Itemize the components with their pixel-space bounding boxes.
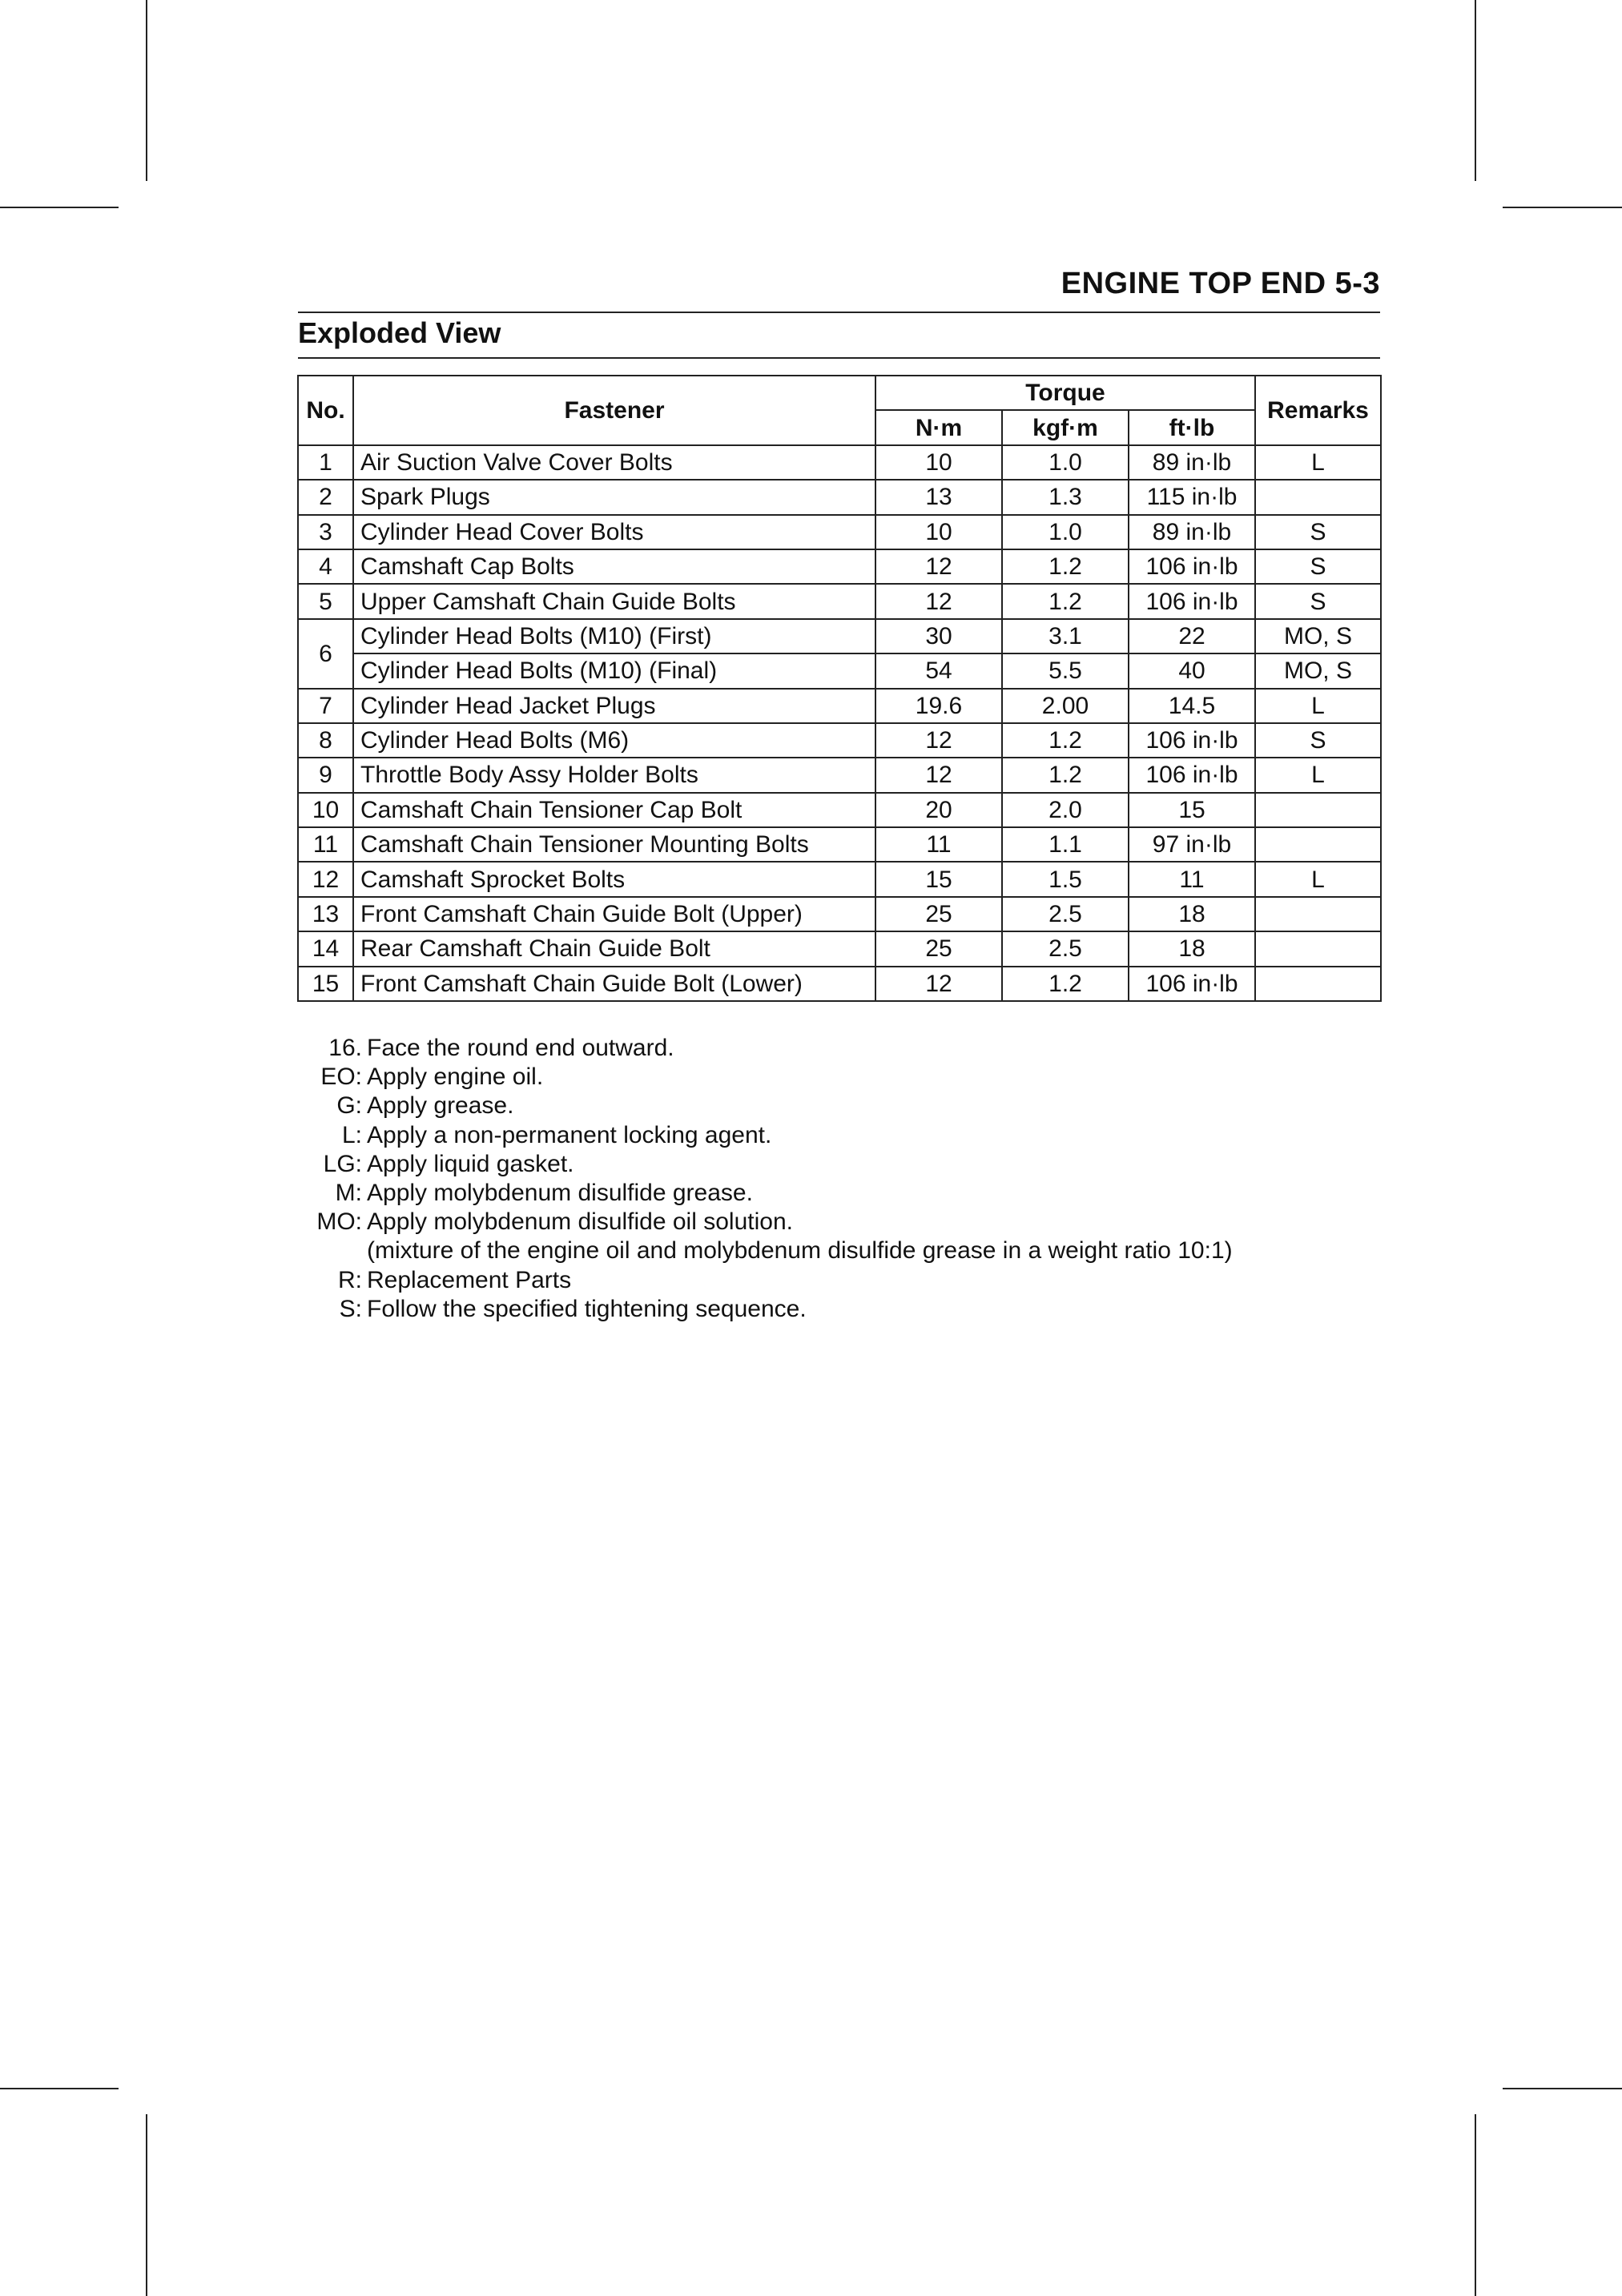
note-text: Apply a non-permanent locking agent. [367,1121,772,1148]
note-text: Apply molybdenum disulfide oil solution. [367,1208,793,1236]
cell-remarks: L [1255,862,1381,896]
cell-fastener: Cylinder Head Cover Bolts [353,515,875,549]
section-title: Exploded View [298,316,501,349]
note-key: MO: [316,1208,362,1236]
note-key: S: [339,1295,362,1322]
cell-ftlb: 14.5 [1129,689,1255,723]
cell-remarks [1255,967,1381,1001]
table-row [298,480,1381,514]
cell-ftlb: 106 in·lb [1129,549,1255,584]
note-text: Apply liquid gasket. [367,1150,574,1177]
table-row [298,445,1381,480]
cell-no: 15 [298,967,353,1001]
note-key: R: [338,1266,362,1293]
cell-nm: 12 [875,758,1002,792]
cell-fastener: Upper Camshaft Chain Guide Bolts [353,584,875,618]
note-text: Apply engine oil. [367,1064,544,1091]
cell-ftlb: 18 [1129,931,1255,966]
cell-nm: 54 [875,653,1002,688]
table-row [298,931,1381,966]
cell-kgfm: 5.5 [1002,653,1129,688]
cell-fastener: Cylinder Head Bolts (M10) (Final) [353,653,875,688]
cell-fastener: Cylinder Head Bolts (M6) [353,723,875,758]
cell-remarks: MO, S [1255,619,1381,653]
cell-fastener: Front Camshaft Chain Guide Bolt (Upper) [353,897,875,931]
table-row [298,584,1381,618]
cell-ftlb: 15 [1129,793,1255,827]
cell-remarks [1255,480,1381,514]
cell-remarks [1255,931,1381,966]
cell-nm: 25 [875,931,1002,966]
cell-fastener: Throttle Body Assy Holder Bolts [353,758,875,792]
note-text: Replacement Parts [367,1266,572,1293]
page-header-title: ENGINE TOP END 5-3 [1061,267,1380,300]
cell-remarks: L [1255,758,1381,792]
crop-mark-top-right-vertical [1475,0,1476,181]
cell-ftlb: 11 [1129,862,1255,896]
table-row [298,619,1381,653]
cell-fastener: Camshaft Cap Bolts [353,549,875,584]
note-item [298,1208,1233,1236]
header-nm: N·m [875,410,1002,444]
cell-fastener: Camshaft Chain Tensioner Mounting Bolts [353,827,875,862]
cell-kgfm: 1.1 [1002,827,1129,862]
cell-nm: 11 [875,827,1002,862]
table-row [298,862,1381,896]
note-item [298,1295,1233,1324]
note-text: Apply grease. [367,1092,514,1120]
cell-nm: 30 [875,619,1002,653]
cell-fastener: Front Camshaft Chain Guide Bolt (Lower) [353,967,875,1001]
note-item [298,1150,1233,1179]
notes-legend [298,1034,1233,1324]
cell-no: 1 [298,445,353,480]
cell-nm: 20 [875,793,1002,827]
cell-fastener: Air Suction Valve Cover Bolts [353,445,875,480]
crop-mark-bottom-right-horizontal [1503,2088,1622,2089]
cell-ftlb: 106 in·lb [1129,584,1255,618]
cell-no: 13 [298,897,353,931]
section-rule [298,357,1380,359]
table-row [298,549,1381,584]
cell-ftlb: 115 in·lb [1129,480,1255,514]
cell-remarks: S [1255,549,1381,584]
cell-no: 2 [298,480,353,514]
torque-table [297,375,1382,1002]
cell-remarks: L [1255,445,1381,480]
note-text: Apply molybdenum disulfide grease. [367,1180,753,1207]
cell-kgfm: 3.1 [1002,619,1129,653]
cell-no: 4 [298,549,353,584]
header-torque: Torque [875,376,1255,410]
note-item [298,1034,1233,1063]
cell-ftlb: 106 in·lb [1129,758,1255,792]
cell-nm: 10 [875,445,1002,480]
note-item [298,1179,1233,1208]
cell-kgfm: 1.2 [1002,549,1129,584]
note-key: M: [335,1180,362,1207]
header-ftlb: ft·lb [1129,410,1255,444]
note-key: EO: [320,1064,362,1091]
table-row [298,967,1381,1001]
cell-nm: 13 [875,480,1002,514]
cell-no: 10 [298,793,353,827]
crop-mark-top-left-vertical [146,0,147,181]
cell-no: 9 [298,758,353,792]
cell-kgfm: 1.2 [1002,723,1129,758]
cell-fastener: Cylinder Head Bolts (M10) (First) [353,619,875,653]
cell-no: 6 [298,619,353,689]
cell-fastener: Spark Plugs [353,480,875,514]
note-key: LG: [323,1150,362,1177]
table-row [298,723,1381,758]
cell-ftlb: 40 [1129,653,1255,688]
note-item [298,1121,1233,1150]
cell-ftlb: 18 [1129,897,1255,931]
cell-remarks [1255,897,1381,931]
table-row [298,897,1381,931]
cell-no: 14 [298,931,353,966]
cell-kgfm: 2.5 [1002,897,1129,931]
cell-fastener: Camshaft Chain Tensioner Cap Bolt [353,793,875,827]
note-text: (mixture of the engine oil and molybdenum disulfide grease in a weight ratio 10:1) [367,1237,1233,1265]
cell-no: 11 [298,827,353,862]
cell-nm: 12 [875,549,1002,584]
table-row [298,689,1381,723]
note-item [298,1092,1233,1120]
header-remarks: Remarks [1255,376,1381,445]
cell-no: 8 [298,723,353,758]
cell-nm: 25 [875,897,1002,931]
note-key: G: [336,1092,362,1120]
cell-fastener: Camshaft Sprocket Bolts [353,862,875,896]
cell-kgfm: 2.5 [1002,931,1129,966]
note-text: Follow the specified tightening sequence. [367,1295,807,1322]
cell-kgfm: 1.0 [1002,515,1129,549]
cell-nm: 12 [875,723,1002,758]
crop-mark-top-right-horizontal [1503,207,1622,208]
cell-ftlb: 89 in·lb [1129,515,1255,549]
cell-remarks: S [1255,723,1381,758]
note-text: Face the round end outward. [367,1035,674,1061]
header-fastener: Fastener [353,376,875,445]
header-rule [298,312,1380,313]
crop-mark-bottom-left-horizontal [0,2088,119,2089]
cell-remarks: S [1255,584,1381,618]
note-item [298,1236,1233,1265]
cell-nm: 12 [875,584,1002,618]
cell-kgfm: 1.5 [1002,862,1129,896]
cell-ftlb: 89 in·lb [1129,445,1255,480]
crop-mark-bottom-right-vertical [1475,2114,1476,2296]
table-row [298,653,1381,688]
cell-no: 7 [298,689,353,723]
cell-remarks: S [1255,515,1381,549]
cell-no: 3 [298,515,353,549]
cell-nm: 10 [875,515,1002,549]
header-no: No. [298,376,353,445]
cell-no: 5 [298,584,353,618]
cell-kgfm: 1.0 [1002,445,1129,480]
table-row [298,758,1381,792]
crop-mark-top-left-horizontal [0,207,119,208]
cell-kgfm: 1.2 [1002,967,1129,1001]
cell-kgfm: 2.00 [1002,689,1129,723]
cell-remarks [1255,793,1381,827]
table-row [298,793,1381,827]
note-item [298,1063,1233,1092]
cell-ftlb: 106 in·lb [1129,967,1255,1001]
cell-kgfm: 1.3 [1002,480,1129,514]
table-row [298,827,1381,862]
crop-mark-bottom-left-vertical [146,2114,147,2296]
note-key: 16. [328,1035,362,1061]
cell-kgfm: 2.0 [1002,793,1129,827]
cell-nm: 19.6 [875,689,1002,723]
cell-ftlb: 106 in·lb [1129,723,1255,758]
cell-kgfm: 1.2 [1002,584,1129,618]
cell-no: 12 [298,862,353,896]
cell-remarks: L [1255,689,1381,723]
note-item [298,1266,1233,1295]
note-key: L: [341,1121,362,1148]
cell-fastener: Rear Camshaft Chain Guide Bolt [353,931,875,966]
header-kgfm: kgf·m [1002,410,1129,444]
cell-nm: 12 [875,967,1002,1001]
cell-remarks: MO, S [1255,653,1381,688]
cell-nm: 15 [875,862,1002,896]
table-row [298,515,1381,549]
cell-kgfm: 1.2 [1002,758,1129,792]
cell-ftlb: 22 [1129,619,1255,653]
cell-remarks [1255,827,1381,862]
cell-ftlb: 97 in·lb [1129,827,1255,862]
cell-fastener: Cylinder Head Jacket Plugs [353,689,875,723]
note-key [298,1236,362,1265]
